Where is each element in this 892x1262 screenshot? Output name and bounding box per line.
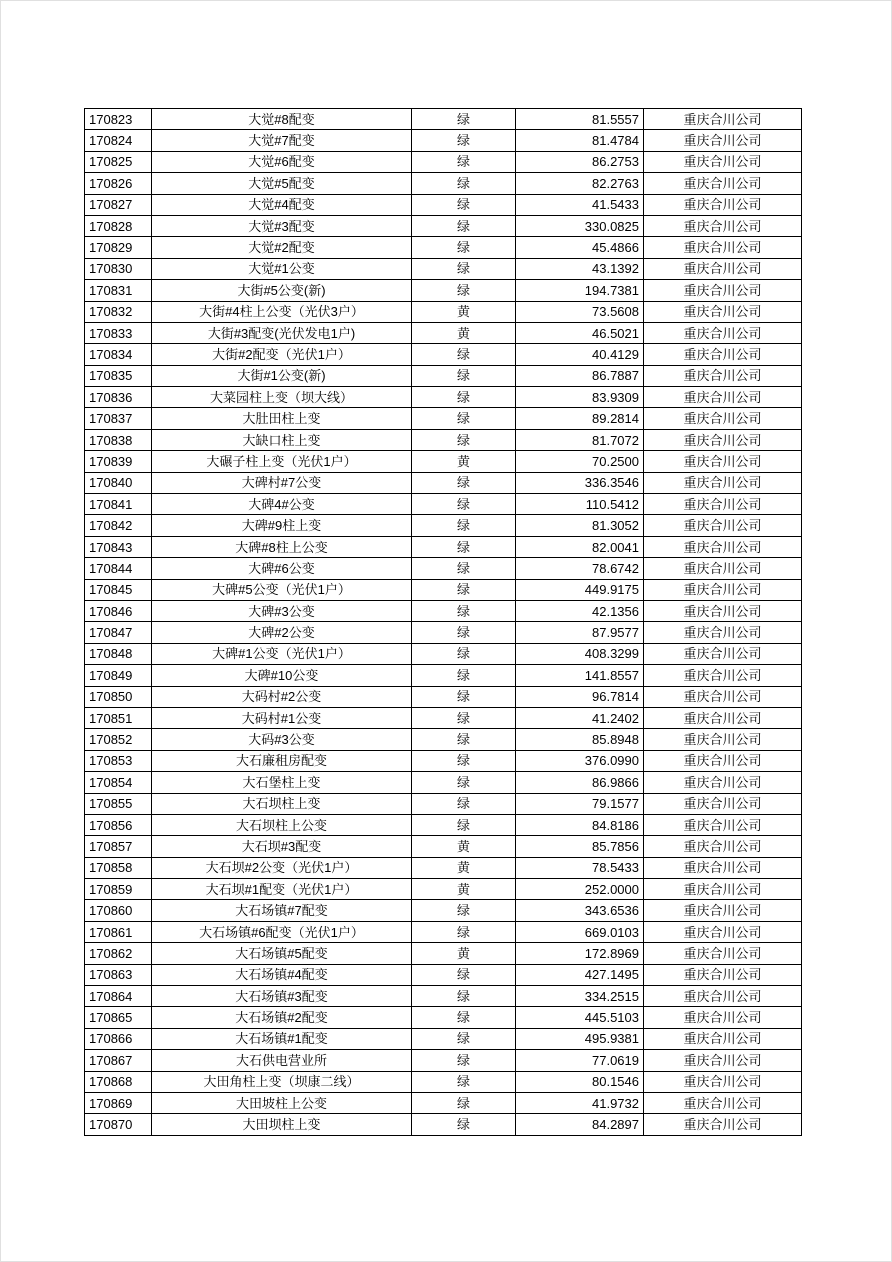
cell-value: 84.2897 [516, 1114, 644, 1136]
table-row [85, 237, 802, 258]
cell-company: 重庆合川公司 [644, 109, 802, 130]
cell-transformer-name: 大碑#9柱上变 [152, 515, 412, 536]
cell-company: 重庆合川公司 [644, 558, 802, 579]
table-row [85, 814, 802, 835]
cell-status: 绿 [412, 579, 516, 600]
cell-company: 重庆合川公司 [644, 814, 802, 835]
cell-record-id: 170831 [85, 280, 152, 301]
table-row [85, 793, 802, 814]
cell-status: 绿 [412, 772, 516, 793]
cell-company: 重庆合川公司 [644, 258, 802, 279]
cell-transformer-name: 大觉#8配变 [152, 109, 412, 130]
cell-status: 绿 [412, 1114, 516, 1136]
cell-value: 84.8186 [516, 814, 644, 835]
table-row [85, 1114, 802, 1136]
cell-value: 80.1546 [516, 1071, 644, 1092]
cell-transformer-name: 大街#2配变（光伏1户） [152, 344, 412, 365]
cell-value: 41.2402 [516, 707, 644, 728]
cell-transformer-name: 大石场镇#7配变 [152, 900, 412, 921]
cell-record-id: 170842 [85, 515, 152, 536]
cell-record-id: 170862 [85, 943, 152, 964]
cell-transformer-name: 大觉#2配变 [152, 237, 412, 258]
cell-value: 46.5021 [516, 322, 644, 343]
cell-value: 43.1392 [516, 258, 644, 279]
table-row [85, 1092, 802, 1113]
cell-status: 黄 [412, 857, 516, 878]
cell-transformer-name: 大肚田柱上变 [152, 408, 412, 429]
cell-status: 绿 [412, 536, 516, 557]
cell-value: 79.1577 [516, 793, 644, 814]
cell-transformer-name: 大觉#5配变 [152, 173, 412, 194]
cell-company: 重庆合川公司 [644, 964, 802, 985]
cell-transformer-name: 大石场镇#1配变 [152, 1028, 412, 1049]
cell-status: 绿 [412, 472, 516, 493]
cell-status: 绿 [412, 1071, 516, 1092]
table-body [85, 109, 802, 1136]
cell-company: 重庆合川公司 [644, 494, 802, 515]
cell-value: 669.0103 [516, 921, 644, 942]
cell-status: 绿 [412, 494, 516, 515]
cell-status: 绿 [412, 280, 516, 301]
table-row [85, 365, 802, 386]
cell-transformer-name: 大码#3公变 [152, 729, 412, 750]
cell-transformer-name: 大石场镇#4配变 [152, 964, 412, 985]
cell-record-id: 170830 [85, 258, 152, 279]
cell-company: 重庆合川公司 [644, 194, 802, 215]
cell-company: 重庆合川公司 [644, 451, 802, 472]
cell-record-id: 170826 [85, 173, 152, 194]
cell-value: 445.5103 [516, 1007, 644, 1028]
cell-record-id: 170825 [85, 151, 152, 172]
cell-value: 110.5412 [516, 494, 644, 515]
cell-record-id: 170852 [85, 729, 152, 750]
table-row [85, 515, 802, 536]
cell-record-id: 170850 [85, 686, 152, 707]
cell-status: 绿 [412, 387, 516, 408]
cell-transformer-name: 大石坝#2公变（光伏1户） [152, 857, 412, 878]
cell-record-id: 170833 [85, 322, 152, 343]
cell-status: 黄 [412, 322, 516, 343]
cell-transformer-name: 大觉#4配变 [152, 194, 412, 215]
cell-company: 重庆合川公司 [644, 921, 802, 942]
cell-record-id: 170854 [85, 772, 152, 793]
cell-transformer-name: 大碑4#公变 [152, 494, 412, 515]
cell-value: 81.7072 [516, 429, 644, 450]
cell-status: 绿 [412, 600, 516, 621]
cell-record-id: 170827 [85, 194, 152, 215]
cell-status: 黄 [412, 301, 516, 322]
cell-status: 绿 [412, 622, 516, 643]
cell-status: 绿 [412, 793, 516, 814]
cell-transformer-name: 大碾子柱上变（光伏1户） [152, 451, 412, 472]
table-row [85, 579, 802, 600]
cell-status: 绿 [412, 814, 516, 835]
cell-transformer-name: 大石场镇#5配变 [152, 943, 412, 964]
cell-status: 绿 [412, 558, 516, 579]
table-row [85, 943, 802, 964]
cell-status: 黄 [412, 836, 516, 857]
cell-record-id: 170851 [85, 707, 152, 728]
cell-record-id: 170829 [85, 237, 152, 258]
cell-value: 83.9309 [516, 387, 644, 408]
cell-status: 绿 [412, 1092, 516, 1113]
cell-company: 重庆合川公司 [644, 943, 802, 964]
cell-company: 重庆合川公司 [644, 772, 802, 793]
cell-company: 重庆合川公司 [644, 322, 802, 343]
cell-value: 78.5433 [516, 857, 644, 878]
cell-value: 81.5557 [516, 109, 644, 130]
cell-record-id: 170869 [85, 1092, 152, 1113]
cell-record-id: 170841 [85, 494, 152, 515]
cell-company: 重庆合川公司 [644, 986, 802, 1007]
table-row [85, 1028, 802, 1049]
cell-value: 82.2763 [516, 173, 644, 194]
cell-transformer-name: 大码村#1公变 [152, 707, 412, 728]
cell-value: 427.1495 [516, 964, 644, 985]
cell-value: 77.0619 [516, 1050, 644, 1071]
cell-company: 重庆合川公司 [644, 536, 802, 557]
cell-record-id: 170860 [85, 900, 152, 921]
cell-record-id: 170848 [85, 643, 152, 664]
cell-company: 重庆合川公司 [644, 643, 802, 664]
cell-record-id: 170823 [85, 109, 152, 130]
cell-company: 重庆合川公司 [644, 879, 802, 900]
cell-record-id: 170834 [85, 344, 152, 365]
cell-status: 绿 [412, 258, 516, 279]
cell-company: 重庆合川公司 [644, 1092, 802, 1113]
cell-transformer-name: 大田角柱上变（坝康二线） [152, 1071, 412, 1092]
cell-company: 重庆合川公司 [644, 600, 802, 621]
table-row [85, 344, 802, 365]
cell-status: 绿 [412, 109, 516, 130]
cell-transformer-name: 大田坡柱上公变 [152, 1092, 412, 1113]
cell-company: 重庆合川公司 [644, 750, 802, 771]
cell-value: 45.4866 [516, 237, 644, 258]
cell-value: 96.7814 [516, 686, 644, 707]
cell-company: 重庆合川公司 [644, 408, 802, 429]
cell-status: 绿 [412, 665, 516, 686]
cell-value: 86.9866 [516, 772, 644, 793]
table-row [85, 986, 802, 1007]
cell-record-id: 170837 [85, 408, 152, 429]
table-row [85, 964, 802, 985]
cell-company: 重庆合川公司 [644, 301, 802, 322]
cell-transformer-name: 大石堡柱上变 [152, 772, 412, 793]
cell-company: 重庆合川公司 [644, 429, 802, 450]
cell-company: 重庆合川公司 [644, 900, 802, 921]
cell-company: 重庆合川公司 [644, 857, 802, 878]
table-row [85, 857, 802, 878]
cell-transformer-name: 大觉#7配变 [152, 130, 412, 151]
table-row [85, 408, 802, 429]
cell-record-id: 170828 [85, 215, 152, 236]
table-row [85, 151, 802, 172]
cell-company: 重庆合川公司 [644, 515, 802, 536]
cell-transformer-name: 大石坝#3配变 [152, 836, 412, 857]
cell-status: 绿 [412, 729, 516, 750]
cell-company: 重庆合川公司 [644, 365, 802, 386]
cell-status: 绿 [412, 215, 516, 236]
table-row [85, 622, 802, 643]
table-row [85, 900, 802, 921]
cell-record-id: 170863 [85, 964, 152, 985]
cell-value: 85.7856 [516, 836, 644, 857]
table-row [85, 686, 802, 707]
table-row [85, 280, 802, 301]
cell-record-id: 170857 [85, 836, 152, 857]
cell-value: 449.9175 [516, 579, 644, 600]
table-row [85, 836, 802, 857]
cell-company: 重庆合川公司 [644, 173, 802, 194]
cell-transformer-name: 大石坝柱上公变 [152, 814, 412, 835]
cell-transformer-name: 大碑#8柱上公变 [152, 536, 412, 557]
cell-transformer-name: 大觉#3配变 [152, 215, 412, 236]
cell-status: 绿 [412, 1050, 516, 1071]
cell-record-id: 170864 [85, 986, 152, 1007]
cell-value: 73.5608 [516, 301, 644, 322]
cell-status: 绿 [412, 408, 516, 429]
cell-value: 81.3052 [516, 515, 644, 536]
cell-transformer-name: 大田坝柱上变 [152, 1114, 412, 1136]
table-row [85, 451, 802, 472]
cell-transformer-name: 大觉#1公变 [152, 258, 412, 279]
table-row [85, 387, 802, 408]
cell-status: 绿 [412, 365, 516, 386]
cell-company: 重庆合川公司 [644, 1050, 802, 1071]
table-row [85, 707, 802, 728]
cell-record-id: 170832 [85, 301, 152, 322]
cell-company: 重庆合川公司 [644, 1028, 802, 1049]
cell-status: 绿 [412, 151, 516, 172]
cell-value: 334.2515 [516, 986, 644, 1007]
cell-record-id: 170870 [85, 1114, 152, 1136]
cell-transformer-name: 大石坝#1配变（光伏1户） [152, 879, 412, 900]
table-row [85, 109, 802, 130]
cell-status: 黄 [412, 451, 516, 472]
cell-status: 绿 [412, 750, 516, 771]
cell-status: 绿 [412, 344, 516, 365]
table-row [85, 921, 802, 942]
cell-company: 重庆合川公司 [644, 130, 802, 151]
table-row [85, 750, 802, 771]
table-row [85, 301, 802, 322]
cell-record-id: 170847 [85, 622, 152, 643]
cell-value: 78.6742 [516, 558, 644, 579]
cell-transformer-name: 大街#4柱上公变（光伏3户） [152, 301, 412, 322]
cell-status: 绿 [412, 237, 516, 258]
cell-status: 绿 [412, 515, 516, 536]
table-row [85, 1050, 802, 1071]
cell-company: 重庆合川公司 [644, 1071, 802, 1092]
cell-company: 重庆合川公司 [644, 280, 802, 301]
cell-record-id: 170859 [85, 879, 152, 900]
cell-value: 141.8557 [516, 665, 644, 686]
cell-value: 408.3299 [516, 643, 644, 664]
cell-record-id: 170866 [85, 1028, 152, 1049]
cell-record-id: 170853 [85, 750, 152, 771]
cell-status: 绿 [412, 130, 516, 151]
cell-transformer-name: 大石供电营业所 [152, 1050, 412, 1071]
table-row [85, 729, 802, 750]
table-row [85, 1071, 802, 1092]
cell-transformer-name: 大觉#6配变 [152, 151, 412, 172]
table-row [85, 600, 802, 621]
cell-record-id: 170838 [85, 429, 152, 450]
cell-value: 70.2500 [516, 451, 644, 472]
cell-company: 重庆合川公司 [644, 793, 802, 814]
cell-company: 重庆合川公司 [644, 836, 802, 857]
cell-status: 绿 [412, 643, 516, 664]
cell-status: 绿 [412, 707, 516, 728]
table-row [85, 429, 802, 450]
cell-value: 87.9577 [516, 622, 644, 643]
cell-company: 重庆合川公司 [644, 622, 802, 643]
cell-company: 重庆合川公司 [644, 729, 802, 750]
cell-status: 绿 [412, 1028, 516, 1049]
cell-transformer-name: 大街#3配变(光伏发电1户) [152, 322, 412, 343]
cell-value: 41.9732 [516, 1092, 644, 1113]
cell-record-id: 170845 [85, 579, 152, 600]
table-row [85, 665, 802, 686]
cell-status: 绿 [412, 194, 516, 215]
cell-transformer-name: 大碑#5公变（光伏1户） [152, 579, 412, 600]
cell-record-id: 170868 [85, 1071, 152, 1092]
cell-value: 86.7887 [516, 365, 644, 386]
table-row [85, 643, 802, 664]
cell-company: 重庆合川公司 [644, 151, 802, 172]
table-row [85, 258, 802, 279]
cell-company: 重庆合川公司 [644, 344, 802, 365]
cell-value: 376.0990 [516, 750, 644, 771]
table-row [85, 494, 802, 515]
cell-record-id: 170839 [85, 451, 152, 472]
cell-status: 黄 [412, 879, 516, 900]
cell-value: 86.2753 [516, 151, 644, 172]
cell-status: 黄 [412, 943, 516, 964]
cell-value: 330.0825 [516, 215, 644, 236]
cell-transformer-name: 大码村#2公变 [152, 686, 412, 707]
cell-transformer-name: 大缺口柱上变 [152, 429, 412, 450]
cell-record-id: 170867 [85, 1050, 152, 1071]
cell-company: 重庆合川公司 [644, 665, 802, 686]
cell-transformer-name: 大碑#3公变 [152, 600, 412, 621]
cell-record-id: 170824 [85, 130, 152, 151]
cell-record-id: 170843 [85, 536, 152, 557]
table-row [85, 215, 802, 236]
cell-transformer-name: 大碑#6公变 [152, 558, 412, 579]
cell-value: 41.5433 [516, 194, 644, 215]
cell-status: 绿 [412, 900, 516, 921]
cell-value: 40.4129 [516, 344, 644, 365]
cell-value: 82.0041 [516, 536, 644, 557]
cell-status: 绿 [412, 986, 516, 1007]
table-row [85, 173, 802, 194]
cell-transformer-name: 大碑#10公变 [152, 665, 412, 686]
cell-transformer-name: 大街#1公变(新) [152, 365, 412, 386]
cell-value: 81.4784 [516, 130, 644, 151]
table-row [85, 472, 802, 493]
cell-status: 绿 [412, 964, 516, 985]
cell-value: 336.3546 [516, 472, 644, 493]
table-row [85, 536, 802, 557]
cell-status: 绿 [412, 686, 516, 707]
cell-transformer-name: 大石坝柱上变 [152, 793, 412, 814]
table-row [85, 558, 802, 579]
cell-transformer-name: 大碑村#7公变 [152, 472, 412, 493]
cell-record-id: 170849 [85, 665, 152, 686]
cell-transformer-name: 大碑#1公变（光伏1户） [152, 643, 412, 664]
cell-status: 绿 [412, 429, 516, 450]
cell-record-id: 170858 [85, 857, 152, 878]
cell-company: 重庆合川公司 [644, 707, 802, 728]
cell-record-id: 170840 [85, 472, 152, 493]
cell-transformer-name: 大碑#2公变 [152, 622, 412, 643]
cell-transformer-name: 大石场镇#6配变（光伏1户） [152, 921, 412, 942]
cell-status: 绿 [412, 173, 516, 194]
cell-company: 重庆合川公司 [644, 686, 802, 707]
table-row [85, 1007, 802, 1028]
cell-transformer-name: 大街#5公变(新) [152, 280, 412, 301]
cell-company: 重庆合川公司 [644, 387, 802, 408]
cell-record-id: 170861 [85, 921, 152, 942]
cell-transformer-name: 大石场镇#2配变 [152, 1007, 412, 1028]
cell-record-id: 170836 [85, 387, 152, 408]
cell-status: 绿 [412, 921, 516, 942]
cell-value: 85.8948 [516, 729, 644, 750]
cell-record-id: 170865 [85, 1007, 152, 1028]
cell-company: 重庆合川公司 [644, 1114, 802, 1136]
cell-company: 重庆合川公司 [644, 472, 802, 493]
cell-value: 343.6536 [516, 900, 644, 921]
cell-transformer-name: 大石廉租房配变 [152, 750, 412, 771]
table-row [85, 772, 802, 793]
cell-transformer-name: 大石场镇#3配变 [152, 986, 412, 1007]
cell-company: 重庆合川公司 [644, 237, 802, 258]
cell-value: 194.7381 [516, 280, 644, 301]
cell-value: 42.1356 [516, 600, 644, 621]
cell-record-id: 170844 [85, 558, 152, 579]
cell-value: 495.9381 [516, 1028, 644, 1049]
cell-value: 252.0000 [516, 879, 644, 900]
cell-record-id: 170835 [85, 365, 152, 386]
transformer-data-table [84, 108, 802, 1136]
cell-record-id: 170855 [85, 793, 152, 814]
cell-company: 重庆合川公司 [644, 1007, 802, 1028]
cell-record-id: 170856 [85, 814, 152, 835]
table-row [85, 879, 802, 900]
table-row [85, 194, 802, 215]
cell-transformer-name: 大菜园柱上变（坝大线） [152, 387, 412, 408]
table-row [85, 322, 802, 343]
cell-status: 绿 [412, 1007, 516, 1028]
cell-company: 重庆合川公司 [644, 215, 802, 236]
cell-value: 172.8969 [516, 943, 644, 964]
table-row [85, 130, 802, 151]
cell-value: 89.2814 [516, 408, 644, 429]
cell-company: 重庆合川公司 [644, 579, 802, 600]
cell-record-id: 170846 [85, 600, 152, 621]
